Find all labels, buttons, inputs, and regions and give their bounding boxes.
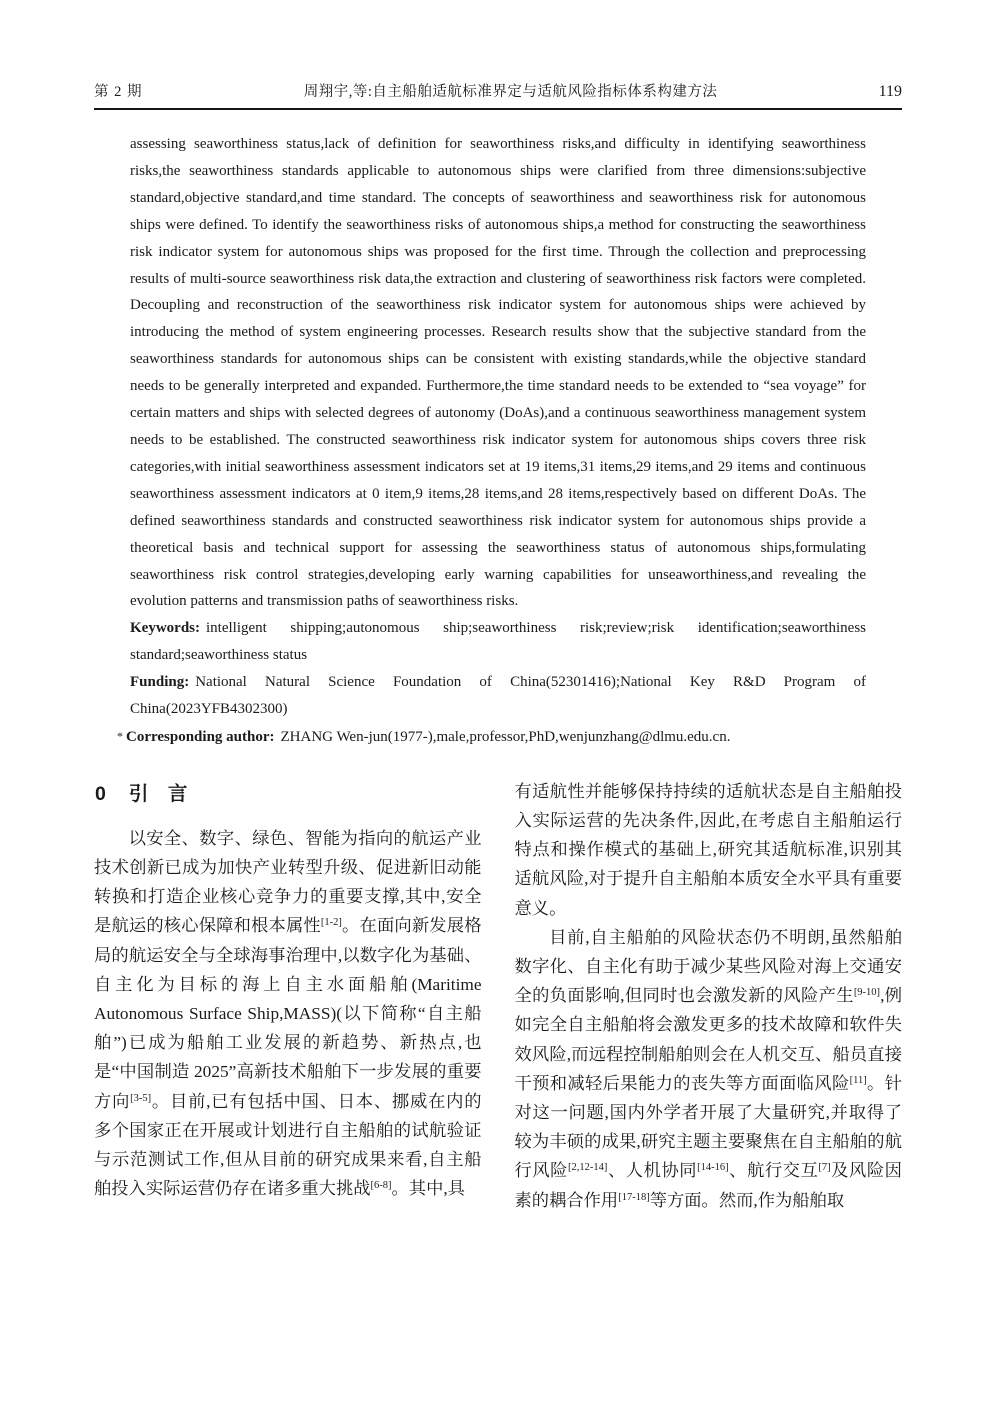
header-rule <box>94 108 902 110</box>
intro-paragraph-right: 目前,自主船舶的风险状态仍不明朗,虽然船舶数字化、自主化有助于减少某些风险对海上交通安全的负面影响,但同时也会激发新的风险产生[9-10],例如完全自主船舶将会激发更多的技术故障和软件失效风险,而远程控制船舶则会在人机交互、船员直接干预和减轻后果能力的丧失等方面面临风险[11]。针对这一问题,国内外学者开展了大量研究,并取得了较为丰硕的成果,研究主题主要聚焦在自主船舶的航行风险[2,12-14]、人机协同[14-16]、航行交互[7]及风险因素的耦合作用[17-18]等方面。然而,作为船舶取 <box>514 927 902 1210</box>
corresponding-author-line <box>117 723 866 751</box>
asterisk-marker: * <box>117 728 123 743</box>
reference-marker: [6-8] <box>370 1180 392 1192</box>
intro-paragraph-continuation: 有适航性并能够保持持续的适航状态是自主船舶投入实际运营的先决条件,因此,在考虑自主船舶运行特点和操作模式的基础上,研究其适航标准,识别其适航风险,对于提升自主船舶本质安全水平具有重要意义。 <box>514 781 902 918</box>
reference-marker: [11] <box>849 1074 867 1086</box>
reference-marker: [7] <box>818 1162 831 1174</box>
reference-marker: [9-10] <box>853 987 881 999</box>
abstract-text: assessing seaworthiness status,lack of definition for seaworthiness risks,and difficulty in identifying seaworthiness risks,the seaworthiness standards applicable to autonomous ships were clarified from three dimensions:subjective standard,objective standard,and time standard. The concepts of seaworthiness and seaworthiness risk for autonomous ships were defined. To identify the seaworthiness risks of autonomous ships,a method for constructing the seaworthiness risk indicator system for autonomous ships was proposed for the first time. Through the collection and preprocessing results of multi-source seaworthiness risk data,the extraction and clustering of seaworthiness risk factors were completed. Decoupling and reconstruction of the seaworthiness risk indicator system for autonomous ships were achieved by introducing the method of system engineering processes. Research results show that the subjective standard from the seaworthiness standards for autonomous ships can be consistent with existing standards,while the objective standard needs to be generally interpreted and expanded. Furthermore,the time standard needs to be extended to “sea voyage” for certain matters and ships with selected degrees of autonomy (DoAs),and a continuous seaworthiness management system needs to be established. The constructed seaworthiness risk indicator system for autonomous ships covers three risk categories,with initial seaworthiness assessment indicators set at 19 items,31 items,29 items,and 29 items and continuous seaworthiness assessment indicators at 0 item,9 items,28 items,and 28 items,respectively based on different DoAs. The defined seaworthiness standards and constructed seaworthiness risk indicator system for autonomous ships provide a theoretical basis and technical support for assessing the seaworthiness status of autonomous ships,formulating seaworthiness risk control strategies,developing early warning capabilities for unseaworthiness,and revealing the evolution patterns and transmission paths of seaworthiness risks. <box>130 136 866 610</box>
two-column-body <box>94 777 902 1215</box>
funding-text: National Natural Science Foundation of China(52301416);National Key R&D Program of China(2023YFB4302300) <box>130 674 866 718</box>
reference-marker: [3-5] <box>130 1092 152 1104</box>
section-number: 0 <box>95 782 106 805</box>
corresponding-author-text: ZHANG Wen-jun(1977-),male,professor,PhD,wenjunzhang@dlmu.edu.cn. <box>280 728 731 745</box>
reference-marker: [17-18] <box>618 1191 650 1203</box>
reference-marker: [1-2] <box>320 917 342 929</box>
right-column <box>515 777 903 1215</box>
section-heading <box>95 778 482 806</box>
page-number: 119 <box>878 83 902 100</box>
funding-label: Funding: <box>130 674 190 691</box>
keywords-text: intelligent shipping;autonomous ship;seaworthiness risk;review;risk identification;seaworthiness standard;seaworthiness status <box>130 620 866 664</box>
section-title: 引 言 <box>128 782 188 805</box>
intro-paragraph-left: 以安全、数字、绿色、智能为指向的航运产业技术创新已成为加快产业转型升级、促进新旧动能转换和打造企业核心竞争力的重要支撑,其中,安全是航运的核心保障和根本属性[1-2]。在面向新发展格局的航运安全与全球海事治理中,以数字化为基础、自主化为目标的海上自主水面船舶(Maritime Autonomous Surface Ship,MASS)(以下简称“自主船舶”)已成为船舶工业发展的新趋势、新热点,也是“中国制造 2025”高新技术船舶下一步发展的重要方向[3-5]。目前,已有包括中国、日本、挪威在内的多个国家正在开展或计划进行自主船舶的试航验证与示范测试工作,但从目前的研究成果来看,自主船舶投入实际运营仍存在诸多重大挑战[6-8]。其中,具 <box>94 828 482 1199</box>
issue-label: 第 2 期 <box>94 84 143 100</box>
keywords-line <box>130 615 866 669</box>
funding-line <box>130 669 866 723</box>
keywords-label: Keywords: <box>130 620 200 637</box>
corresponding-author-label: Corresponding author: <box>126 728 275 745</box>
page-header <box>94 80 902 101</box>
abstract-section <box>117 131 866 751</box>
running-title: 周翔宇,等:自主船舶适航标准界定与适航风险指标体系构建方法 <box>303 84 718 100</box>
reference-marker: [2,12-14] <box>568 1162 608 1174</box>
reference-marker: [14-16] <box>697 1162 729 1174</box>
left-column <box>94 777 482 1215</box>
